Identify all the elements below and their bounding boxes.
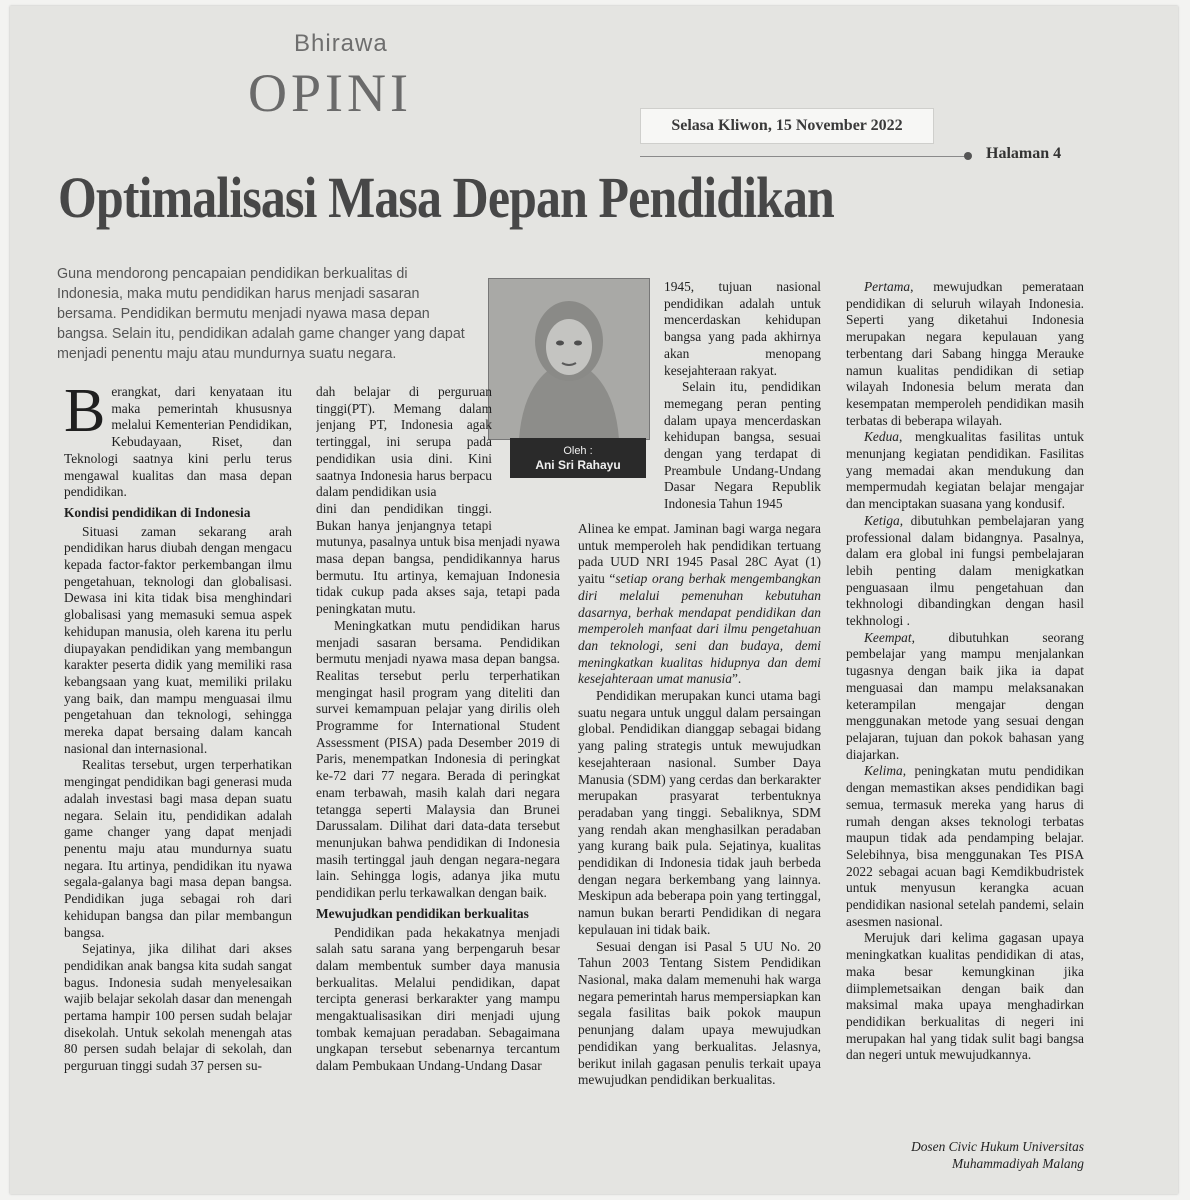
page-number: Halaman 4 bbox=[986, 145, 1062, 162]
article-headline: Optimalisasi Masa Depan Pendidikan bbox=[58, 165, 834, 230]
paragraph: Sejatinya, jika dilihat dari akses pendidikan anak bangsa kita sudah sangat bagus. Indonesia sudah menyelesaikan wajib belajar sekolah dasar dan menengah pertama hampir 100 persen sudah belajar disekolah. Untuk sekolah menengah atas 80 persen sudah belajar di sekolah, dan perguruan tinggi sudah 37 persen su- bbox=[64, 941, 292, 1074]
author-affiliation bbox=[840, 1138, 1084, 1172]
paragraph-text: , mengkualitas fasilitas untuk menunjang kegiatan pendidikan. Fasilitas yang memadai akan mendukung dan mempermudah kegiatan belajar mengajar dan menciptakan suasana yang kondusif. bbox=[846, 429, 1084, 512]
paragraph-text: , peningkatan mutu pendidikan dengan memastikan akses pendidikan bagi semua, termasuk mereka yang harus di rumah dengan akses teknologi terbatas maupun tidak ada pendamping belajar. Selebihnya, bisa menggunakan Tes PISA 2022 sebagai acuan bagi Kemdikbudristek untuk menyusun kerangka acuan pendidikan nasional setelah pandemi, selain asesmen nasional. bbox=[846, 763, 1084, 929]
section-title: OPINI bbox=[248, 63, 412, 123]
paragraph: 1945, tujuan nasional pendidikan adalah untuk mencerdaskan kehidupan bangsa yang pada akhirnya akan menopang kesejahteraan rakyat. bbox=[664, 279, 821, 378]
emphasis: Ketiga bbox=[864, 512, 900, 528]
paragraph: dah belajar di perguruan tinggi(PT). Memang dalam jenjang PT, Indonesia agak tertinggal, ini serupa pada pendidikan usia dini. Kini saatnya Indonesia harus berpacu dalam pendidikan usia bbox=[316, 384, 492, 500]
subheading-kondisi: Kondisi pendidikan di Indonesia bbox=[64, 504, 251, 520]
article-column-1 bbox=[64, 384, 292, 1184]
subheading-mewujudkan: Mewujudkan pendidikan berkualitas bbox=[316, 905, 529, 921]
paragraph: Realitas tersebut, urgen terperhatikan mengingat pendidikan bagi generasi muda adalah investasi bagi masa depan suatu negara. Selain itu, pendidikan adalah game changer yang dapat menjadi penentu maju atau mundurnya suatu negara. Itu artinya, pendidikan itu nyawa segala-galanya bagi masa depan bangsa. Pendidikan juga sebagai roh dari kehidupan bangsa dan pilar membangun bangsa. bbox=[64, 757, 292, 940]
emphasis: Kedua bbox=[864, 429, 899, 445]
paragraph: Situasi zaman sekarang arah pendidikan harus diubah dengan mengacu kepada factor-faktor perkembangan ilmu pengetahuan, teknologi dan globalisasi. Dewasa ini kita tidak bisa menghindari globalisasi yang memasuki semua aspek kehidupan manusia, oleh karena itu perlu diupayakan pendidikan yang membangun karakter peserta didik yang memiliki rasa kebangsaan yang kuat, memiliki prilaku yang baik, dan mampu menguasai ilmu pengetahuan dan teknologi, sehingga mereka dapat bersaing dalam kancah nasional dan internasional. bbox=[64, 523, 292, 756]
emphasis: Kelima bbox=[864, 763, 903, 779]
opening-paragraph bbox=[64, 384, 292, 501]
paragraph: Selain itu, pendidikan memegang peran penting dalam upaya mencerdaskan kehidupan bangsa, sesuai dengan yang terdapat di Preambule Undang-Undang Dasar Negara Republik Indonesia Tahun 1945 bbox=[664, 379, 821, 512]
issue-date: Selasa Kliwon, 15 November 2022 bbox=[640, 108, 934, 144]
paragraph-kedua bbox=[846, 429, 1084, 513]
paragraph-text: Alinea ke empat. Jaminan bagi warga negara untuk memperoleh hak pendidikan tertuang pada UUD NRI 1945 Pasal 28C Ayat (1) yaitu “ bbox=[578, 521, 821, 587]
paragraph-ketiga bbox=[846, 513, 1084, 630]
paragraph: Sesuai dengan isi Pasal 5 UU No. 20 Tahun 2003 Tentang Sistem Pendidikan Nasional, maka dalam memenuhi hak warga negara pemerintah harus mempersiapkan kan segala fasilitas baik pokok maupun penunjang dalam upaya mewujudkan pendidikan yang berkualitas. Jelasnya, berikut inilah gagasan penulis terkait upaya mewujudkan pendidikan berkualitas. bbox=[578, 938, 821, 1088]
author-name: Ani Sri Rahayu bbox=[535, 458, 621, 472]
paragraph: Pendidikan pada hekakatnya menjadi salah satu sarana yang berpengaruh besar dalam membentuk sumber daya manusia berkualitas. Melalui pendidikan, dapat tercipta generasi berkarakter yang mampu mengaktualisasikan diri menjadi ujung tombak kemajuan peradaban. Sebagaimana ungkapan tersebut sebenarnya tercantum dalam Pembukaan Undang-Undang Dasar bbox=[316, 924, 560, 1074]
newspaper-brand: Bhirawa bbox=[294, 30, 388, 57]
paragraph-quote bbox=[578, 521, 821, 688]
emphasis: Keempat bbox=[864, 629, 912, 645]
article-lead: Guna mendorong pencapaian pendidikan berkualitas di Indonesia, maka mutu pendidikan harus menjadi sasaran bersama. Pendidikan bermutu menjadi nyawa masa depan bangsa. Selain itu, pendidikan adalah game changer yang dapat menjadi penentu maju atau mundurnya suatu negara. bbox=[57, 266, 465, 362]
paragraph-text: , mewujudkan pemerataan pendidikan di seluruh wilayah Indonesia. Seperti yang diketahui Indonesia merupakan negara kepulauan yang terbentang dari Sabang hingga Merauke namun kualitas pendidikan di setiap wilayah Indonesia belum merata dan kesempatan memperoleh pendidikan masih terbatas di beberapa wilayah. bbox=[846, 279, 1084, 428]
affiliation-line: Muhammadiyah Malang bbox=[951, 1156, 1084, 1171]
paragraph-text: erangkat, dari kenyataan itu maka pemerintah khususnya melalui Kementerian Pendidikan, Kebudayaan, Riset, dan Teknologi saatnya kini perlu terus mengawal kualitas dan masa depan pendidikan. bbox=[64, 384, 292, 500]
paragraph: Merujuk dari kelima gagasan upaya meningkatkan kualitas pendidikan di atas, maka besar kemungkinan jika diimplemetsaikan dengan baik dan maksimal maka upaya menghadirkan pendidikan berkualitas di negeri ini merupakan hal yang tidak sulit bagi bangsa dan negeri untuk mewujudkannya. bbox=[846, 930, 1084, 1063]
emphasis: Pertama bbox=[864, 279, 911, 294]
paragraph-keempat bbox=[846, 630, 1084, 764]
article-column-4 bbox=[846, 279, 1084, 1149]
paragraph-text: , dibutuhkan pembelajaran yang professional dalam bidangnya. Pasalnya, dalam era global ini fungsi pembelajaran lebih penting dalam menigkatkan penguasaan ilmu pengetahuan dan tekhnologi dibandingkan dengan hasil tekhnologi . bbox=[846, 512, 1084, 629]
article-column-2 bbox=[316, 384, 560, 1184]
header-rule bbox=[640, 156, 968, 157]
article-column-3 bbox=[578, 521, 821, 1166]
paragraph-kelima bbox=[846, 763, 1084, 930]
constitution-quote: setiap orang berhak mengembangkan diri melalui pemenuhan kebutuhan dasarnya, berhak mendapat pendidikan dan memperoleh manfaat dari ilmu pengetahuan dan teknologi, seni dan budaya, demi meningkatkan kualitas hidupnya dan demi kesejahteraan umat manusia bbox=[578, 571, 821, 687]
paragraph: Pendidikan merupakan kunci utama bagi suatu negara untuk unggul dalam persaingan global. Pendidikan dianggap sebagai bidang yang paling strategis untuk mewujudkan kesejahteraan nasional. Sumber Daya Manusia (SDM) yang cerdas dan berkarakter merupakan prasyarat terbentuknya peradaban yang tinggi. Sebaliknya, SDM yang rendah akan menghasilkan peradaban yang kurang baik pula. Sejatinya, kualitas pendidikan di Indonesia tidak jauh berbeda dengan negara berkembang yang lainnya. Meskipun ada beberapa poin yang tertinggal, namun bukan berarti Pendidikan di negara kepulauan ini tidak baik. bbox=[578, 688, 821, 937]
paragraph-text: , dibutuhkan seorang pembelajar yang mampu menjalankan tugasnya dengan baik jika ia dapat menguasai dan mampu melaksanakan keterampilan mengajar dengan menggunakan metode yang sesuai dengan pelajaran, tujuan dan pokok bahasan yang diajarkan. bbox=[846, 629, 1084, 762]
paragraph: dini dan pendidikan tinggi. Bukan hanya jenjangnya tetapi mutunya, pasalnya untuk bisa menjadi nyawa masa depan bangsa, pendidikannya harus bermutu. Itu artinya, kemajuan Indonesia tidak cukup pada akses saja, tetapi pada peningkatan mutu. bbox=[316, 500, 560, 617]
paragraph-pertama bbox=[846, 279, 1084, 429]
bullet-icon bbox=[964, 152, 972, 160]
affiliation-line: Dosen Civic Hukum Universitas bbox=[911, 1139, 1084, 1154]
article-column-3-top bbox=[664, 279, 821, 514]
paragraph-text: ”. bbox=[731, 671, 742, 687]
drop-cap: B bbox=[64, 384, 106, 445]
byline-prefix: Oleh : bbox=[563, 445, 593, 457]
paragraph: Meningkatkan mutu pendidikan harus menjadi sasaran bersama. Pendidikan bermutu menjadi nyawa masa depan bangsa. Realitas tersebut perlu terperhatikan mengingat hasil program yang diteliti dan survei kemampuan pelajar yang dirilis oleh Programme for International Student Assessment (PISA) pada Desember 2019 di Paris, menempatkan Indonesia di peringkat ke-72 dari 77 negara. Berada di peringkat enam terbawah, masih kalah dari negara tetangga seperti Malaysia dan Brunei Darussalam. Dilihat dari data-data tersebut menunjukan bahwa pendidikan di Indonesia masih tertinggal jauh dengan negara-negara lain. Sehingga logis, adanya jika mutu pendidikan perlu terkawalkan dengan baik. bbox=[316, 617, 560, 901]
photo-spacer bbox=[492, 384, 560, 518]
